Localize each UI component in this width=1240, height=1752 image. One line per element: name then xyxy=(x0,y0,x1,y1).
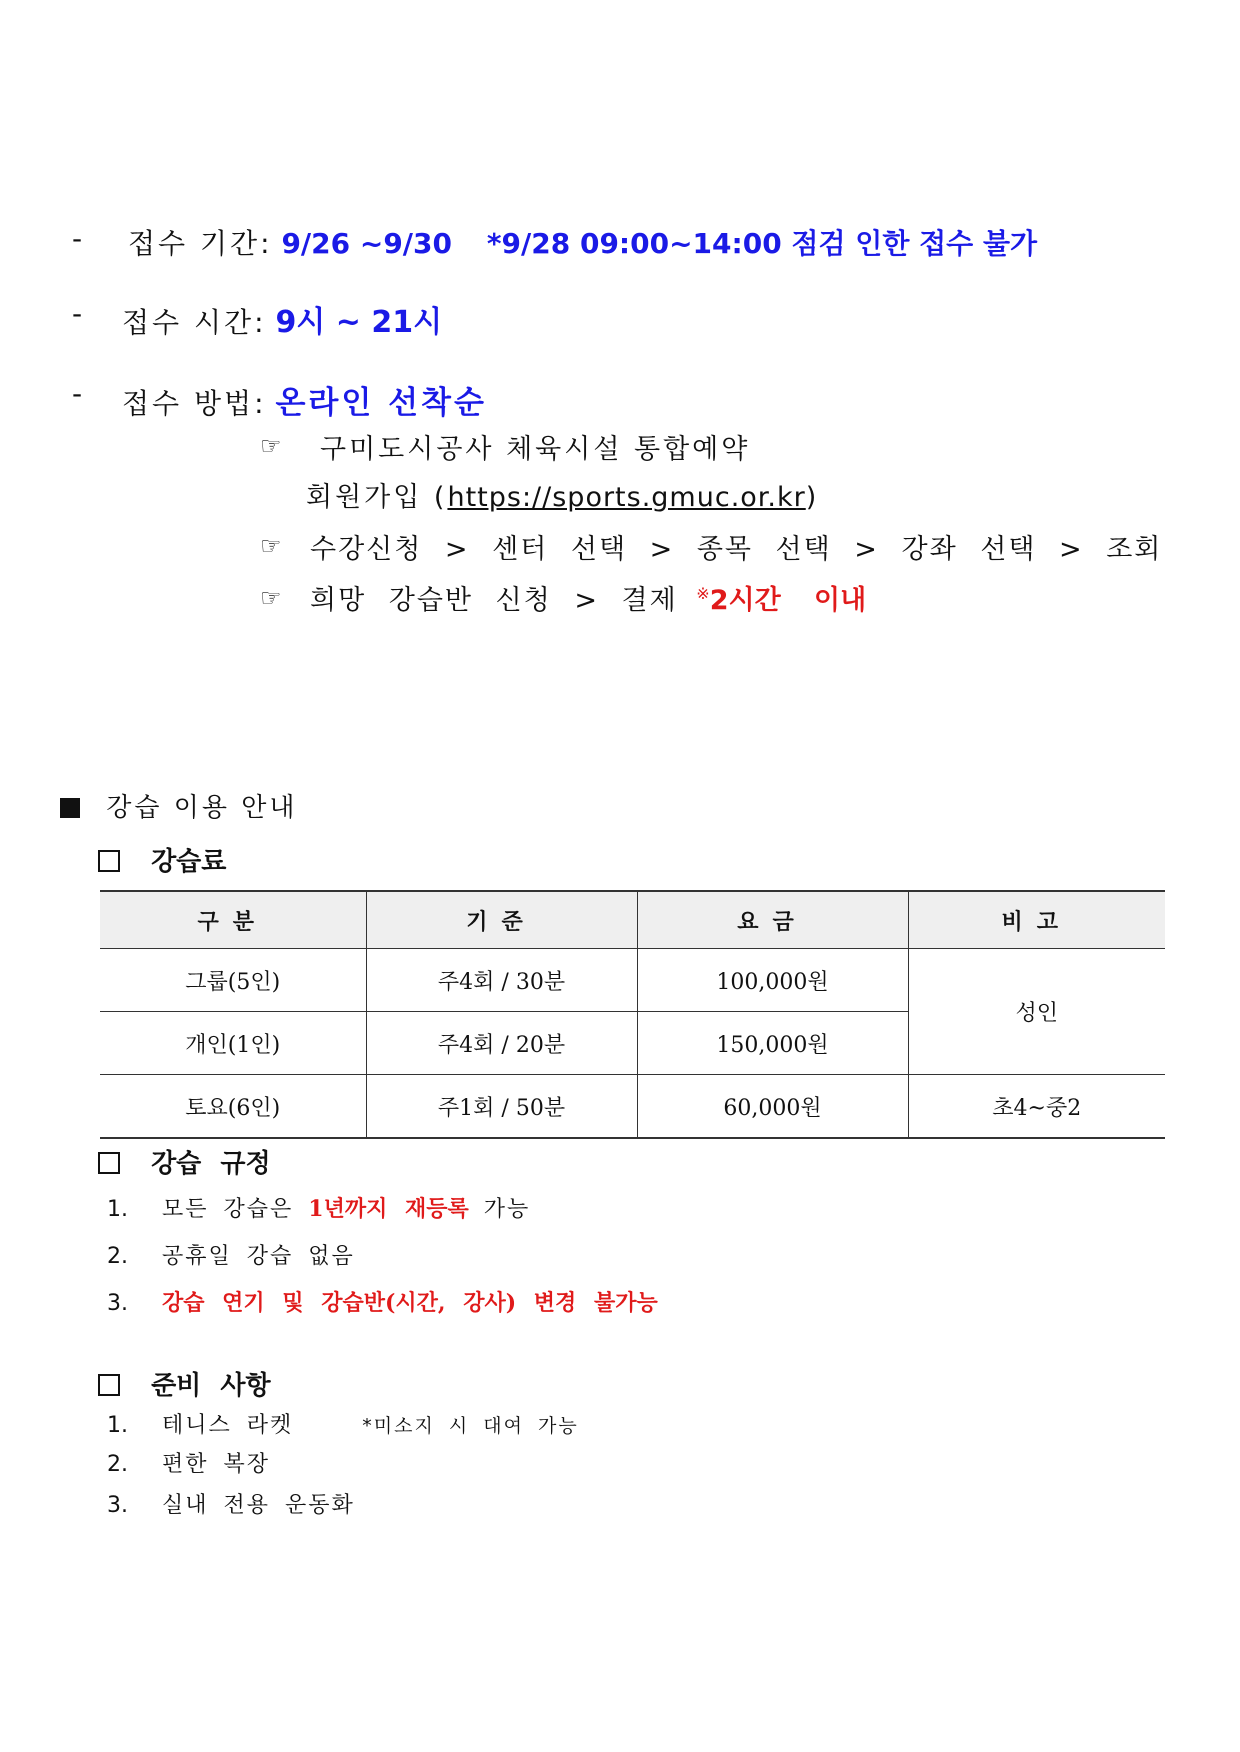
step1-line2-suffix: ) xyxy=(805,482,820,513)
method-step3-highlight: 2시간 이내 xyxy=(709,585,867,616)
rule-number: 3. xyxy=(107,1291,128,1316)
signup-link[interactable]: https://sports.gmuc.or.kr xyxy=(447,482,806,513)
cell-basis: 주4회 / 30분 xyxy=(366,949,637,1012)
rule-suffix: 가능 xyxy=(483,1197,531,1222)
prep-item xyxy=(107,1488,355,1519)
rule-text: 공휴일 강습 없음 xyxy=(162,1244,355,1269)
prep-number: 3. xyxy=(107,1493,128,1518)
bullet-dash: - xyxy=(72,297,83,330)
cell-fee: 150,000원 xyxy=(637,1012,908,1075)
cell-type: 토요(6인) xyxy=(100,1075,366,1139)
reception-time xyxy=(122,297,442,341)
checkbox-square-icon xyxy=(98,1152,120,1174)
method-step3 xyxy=(310,578,866,617)
prep-number: 2. xyxy=(107,1452,128,1477)
prep-text: 편한 복장 xyxy=(162,1452,271,1477)
guide-title xyxy=(60,787,298,824)
rules-heading xyxy=(98,1143,271,1180)
guide-title-text: 강습 이용 안내 xyxy=(106,793,298,823)
prep-text: 실내 전용 운동화 xyxy=(162,1493,355,1518)
reception-period-label: 접수 기간: xyxy=(128,227,273,260)
pointing-hand-icon: ☞ xyxy=(260,432,282,460)
cell-basis: 주1회 / 50분 xyxy=(366,1075,637,1139)
rules-heading-text: 강습 규정 xyxy=(151,1149,271,1179)
rule-item xyxy=(107,1286,658,1317)
bullet-dash: - xyxy=(72,222,83,255)
reception-period-note: *9/28 09:00~14:00 점검 인한 접수 불가 xyxy=(486,227,1038,260)
reception-time-label: 접수 시간: xyxy=(122,306,267,339)
cell-fee: 100,000원 xyxy=(637,949,908,1012)
rule-item xyxy=(107,1239,355,1270)
pointing-hand-icon: ☞ xyxy=(260,584,282,612)
method-step1-line1: 구미도시공사 체육시설 통합예약 xyxy=(320,434,751,465)
table-header-row xyxy=(100,891,1165,949)
cell-fee: 60,000원 xyxy=(637,1075,908,1139)
black-square-icon xyxy=(60,798,80,818)
prep-item xyxy=(107,1447,270,1478)
reception-time-value: 9시 ~ 21시 xyxy=(275,305,443,340)
prep-note: *미소지 시 대여 가능 xyxy=(362,1415,579,1437)
rule-number: 1. xyxy=(107,1197,128,1222)
reception-period xyxy=(128,222,1037,262)
rule-highlight: 1년까지 재등록 xyxy=(308,1196,469,1222)
table-row xyxy=(100,949,1165,1012)
pointing-hand-icon: ☞ xyxy=(260,532,282,560)
cell-basis: 주4회 / 20분 xyxy=(366,1012,637,1075)
bullet-dash: - xyxy=(72,377,83,410)
rule-item xyxy=(107,1192,530,1223)
method-step3-text: 희망 강습반 신청 > 결제 xyxy=(310,585,678,616)
header-basis: 기준 xyxy=(366,891,637,949)
prep-item xyxy=(107,1408,579,1439)
header-type: 구분 xyxy=(100,891,366,949)
prep-text: 테니스 라켓 xyxy=(162,1413,294,1438)
cell-remark-adult: 성인 xyxy=(908,949,1165,1075)
reception-period-value: 9/26 ~9/30 xyxy=(281,227,452,260)
cell-remark-youth: 초4~중2 xyxy=(908,1075,1165,1139)
checkbox-square-icon xyxy=(98,850,120,872)
fees-heading-text: 강습료 xyxy=(151,847,227,877)
header-remark: 비고 xyxy=(908,891,1165,949)
reception-method xyxy=(122,377,487,422)
reception-method-label: 접수 방법: xyxy=(122,387,267,420)
method-step1-line2 xyxy=(306,475,819,514)
cell-type: 그룹(5인) xyxy=(100,949,366,1012)
reception-method-value: 온라인 선착순 xyxy=(275,385,487,421)
prep-number: 1. xyxy=(107,1413,128,1438)
fees-table xyxy=(100,890,1165,1139)
cell-type: 개인(1인) xyxy=(100,1012,366,1075)
checkbox-square-icon xyxy=(98,1374,120,1396)
reference-mark: ※ xyxy=(696,584,710,603)
table-row xyxy=(100,1075,1165,1139)
header-fee: 요금 xyxy=(637,891,908,949)
fees-heading xyxy=(98,841,226,878)
step1-line2-prefix: 회원가입 ( xyxy=(306,482,448,513)
rule-prefix: 모든 강습은 xyxy=(162,1197,294,1222)
prep-heading-text: 준비 사항 xyxy=(151,1371,271,1401)
method-step2: 수강신청 > 센터 선택 > 종목 선택 > 강좌 선택 > 조회 xyxy=(310,534,1163,565)
rule-number: 2. xyxy=(107,1244,128,1269)
rule-text: 강습 연기 및 강습반(시간, 강사) 변경 불가능 xyxy=(162,1290,658,1316)
prep-heading xyxy=(98,1365,271,1402)
